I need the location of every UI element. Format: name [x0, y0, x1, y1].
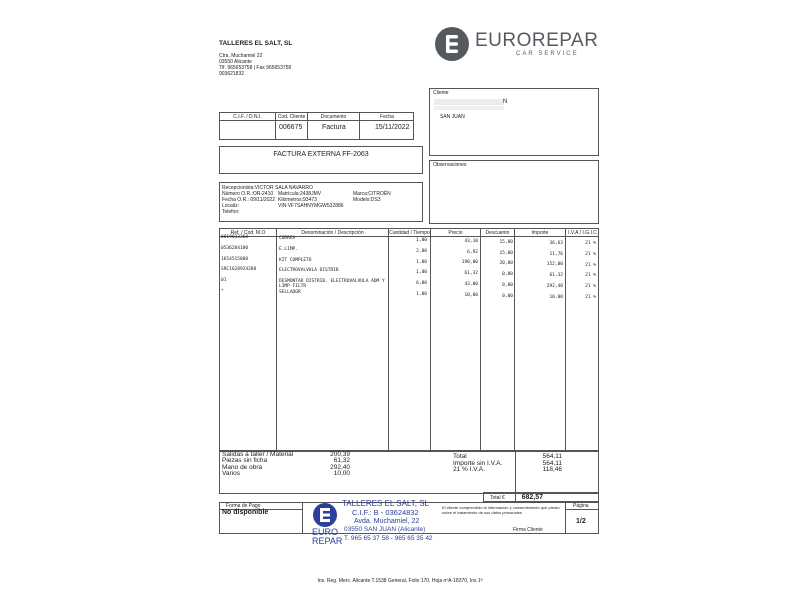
doc-header-divider — [220, 121, 276, 139]
client-line1: N — [503, 99, 508, 105]
table-header: Cantidad / Tiempo — [389, 230, 430, 236]
table-row-qty: 2,00 — [416, 249, 427, 254]
company-address: Ctra. Muchamiel 22 — [219, 53, 263, 59]
invoice-title-box — [219, 146, 423, 174]
table-row-price: 190,00 — [461, 260, 478, 265]
table-row-desc: E.LIMP. — [279, 247, 298, 252]
payment-value: No disponible — [222, 509, 269, 516]
table-row-desc: KIT COMPLETO — [279, 258, 312, 263]
brand-name: EUROREPAR — [475, 30, 599, 51]
summary-right-label: 21 % I.V.A. — [453, 466, 485, 473]
vehicle-localiz: Localiz: — [222, 203, 239, 209]
vehicle-modelo: Modelo:DS3 — [353, 197, 381, 203]
summary-right-value: 118,46 — [542, 466, 562, 473]
table-row-desc: SELLADOR — [279, 290, 301, 295]
table-row-price: 6,92 — [467, 250, 478, 255]
table-row-disc: 20,00 — [499, 261, 513, 266]
table-row-qty: 1,00 — [416, 238, 427, 243]
table-row-price: 43,10 — [464, 239, 478, 244]
table-column-line — [515, 237, 566, 451]
stamp-logo-text2: REPAR — [312, 536, 343, 546]
table-header: Importe — [515, 229, 566, 237]
doc-header-label: Fecha — [360, 113, 414, 121]
table-row-ref: * — [221, 289, 224, 294]
table-row-vat: 21 % — [585, 263, 596, 268]
table-column-line — [481, 237, 515, 451]
doc-type: Factura — [322, 124, 346, 131]
vehicle-recepcionista: Recepcionista:VICTOR SALA NAVARRO — [222, 185, 313, 191]
company-block — [219, 40, 379, 77]
table-row-amount: 36,63 — [549, 241, 563, 246]
table-row-amount: 11,76 — [549, 252, 563, 257]
table-row-vat: 21 % — [585, 284, 596, 289]
vehicle-matricula: Matrícula:2438JMV — [278, 191, 322, 197]
doc-header-label: C.I.F. / D.N.I. — [220, 113, 276, 121]
table-row-disc: 0,00 — [502, 283, 513, 288]
company-extra: 903621832 — [219, 71, 245, 77]
table-row-disc: 0,00 — [502, 272, 513, 277]
vehicle-telefon: Telefon: — [222, 209, 240, 215]
stamp-logo-text1: EURO — [312, 527, 339, 537]
table-row-disc: 15,00 — [499, 240, 513, 245]
payment-divider — [302, 503, 303, 533]
table-row-desc: DESMONTAR DISTRIB. ELECTROVALVULA ADM Y — [279, 279, 385, 284]
client-line2: SAN JUAN — [440, 114, 465, 120]
table-row-price: 61,32 — [464, 271, 478, 276]
eurorepar-stamp-icon — [312, 502, 338, 528]
table-header: Ref. / Cod. M.O — [220, 229, 277, 237]
table-row-vat: 21 % — [585, 273, 596, 278]
doc-header-label: Documento — [308, 113, 360, 121]
vehicle-kilometros: Kilómetros:93473 — [278, 197, 317, 203]
page-value: 1/2 — [576, 518, 586, 525]
doc-header-table — [219, 112, 414, 140]
summary-label: Mano de obra — [222, 464, 263, 471]
brand-logo — [434, 24, 604, 64]
stamp-line4: 03550 SAN JUAN (Alicante) — [344, 526, 426, 533]
table-row-amount: 152,00 — [546, 262, 563, 267]
table-row-vat: 21 % — [585, 295, 596, 300]
table-row-ref: SRC1628924288 — [221, 267, 257, 272]
company-stamp — [312, 497, 472, 547]
table-row-disc: 15,00 — [499, 251, 513, 256]
payment-label: Forma de Pago — [226, 503, 261, 509]
observations-label: Observaciones — [433, 162, 467, 168]
vehicle-numero-or: Número O.R.:OR-2410 — [222, 191, 274, 197]
vehicle-vin: VIN:VF7SAHNYMGW532886 — [278, 203, 344, 209]
table-row-desc: ELECTROVALVULA DISTRIB — [279, 268, 339, 273]
client-label: Cliente — [433, 90, 449, 96]
table-row-disc: 0,00 — [502, 294, 513, 299]
table-row-amount: 292,40 — [546, 284, 563, 289]
table-column-line — [431, 237, 481, 451]
summary-value: 61,32 — [333, 457, 350, 464]
table-header: Descuento — [481, 229, 515, 237]
stamp-line3: Avda. Muchamiel, 22 — [354, 518, 420, 525]
summary-value: 10,00 — [333, 470, 350, 477]
table-row-qty: 6,80 — [416, 281, 427, 286]
table-header: Precio — [431, 229, 481, 237]
company-city: 03550 Alicante — [219, 59, 252, 65]
table-row-ref: 1654515880 — [221, 257, 249, 262]
doc-client-code: 006675 — [279, 124, 303, 131]
page-label: Página — [573, 503, 589, 509]
table-header: Denominación / Descripción — [277, 229, 389, 237]
table-row-qty: 1,00 — [416, 270, 427, 275]
consent-text: El cliente comprendido la información y consentimiento que presto sobre el tratamiento de sus datos personales — [442, 505, 560, 515]
observations-box — [429, 160, 599, 224]
stamp-line5: T. 965 65 37 58 - 965 65 35 42 — [344, 535, 433, 542]
total-label: Total € — [490, 495, 505, 501]
summary-right-label: Total — [453, 453, 467, 460]
table-row-qty: 1,00 — [416, 292, 427, 297]
summary-label: Salidas a taller / Material — [222, 451, 294, 458]
table-row-amount: 61,32 — [549, 273, 563, 278]
page-divider — [565, 503, 566, 533]
table-row-vat: 21 % — [585, 241, 596, 246]
table-row-qty: 1,00 — [416, 260, 427, 265]
vehicle-marca: Marca:CITROËN — [353, 191, 391, 197]
summary-label: Varios — [222, 470, 240, 477]
table-row-price: 43,00 — [464, 282, 478, 287]
summary-label: Piezas sin ficha — [222, 457, 268, 464]
table-row-ref: 0819833360 — [221, 235, 249, 240]
lines-table — [219, 228, 599, 452]
invoice-title: FACTURA EXTERNA FF-2063 — [273, 151, 369, 158]
stamp-line1: TALLERES EL SALT, SL — [342, 499, 430, 508]
stamp-line2: C.I.F.: B - 03624832 — [352, 508, 419, 517]
summary-value: 292,40 — [330, 464, 350, 471]
table-row-vat: 21 % — [585, 252, 596, 257]
table-header: I.V.A / I.G.I.C — [566, 229, 599, 237]
client-address-redacted — [434, 106, 504, 110]
total-box — [483, 492, 599, 502]
company-name: TALLERES EL SALT, SL — [219, 40, 293, 47]
vehicle-fecha-or: Fecha O.R.: 09/11/2022 — [222, 197, 275, 203]
brand-tagline: CAR SERVICE — [516, 51, 579, 57]
client-box — [429, 88, 599, 156]
table-row-ref: 01 — [221, 278, 227, 283]
summary-value: 200,39 — [330, 451, 350, 458]
table-row-ref: 0536284180 — [221, 246, 249, 251]
summary-divider — [515, 451, 516, 493]
sign-label: Firma Cliente — [513, 527, 543, 533]
table-row-amount: 10,00 — [549, 295, 563, 300]
summary-right-value: 564,11 — [542, 453, 562, 460]
eurorepar-logo-icon — [434, 26, 470, 62]
total-value: 682,57 — [521, 494, 543, 501]
summary-right-value: 564,11 — [542, 460, 562, 467]
table-row-desc-2: LIMP FILTR — [279, 284, 307, 289]
summary-box — [219, 450, 599, 494]
summary-right-label: Importe sin I.V.A. — [453, 460, 503, 467]
registry-text: Ins. Reg. Merc. Alicante T.1538 General, Folio 170, Hoja nºA-18370, Ins 1ª — [317, 578, 483, 584]
doc-header-label: Cod. Cliente — [276, 113, 308, 121]
client-name-redacted — [434, 99, 504, 105]
doc-date: 15/11/2022 — [375, 124, 410, 131]
vehicle-info-box — [219, 182, 423, 222]
table-row-desc: CORREA — [279, 236, 296, 241]
page-header-line — [565, 509, 598, 510]
company-phone: Tlf. 965653758 | Fax 965653758 — [219, 65, 292, 71]
table-row-price: 10,00 — [464, 293, 478, 298]
